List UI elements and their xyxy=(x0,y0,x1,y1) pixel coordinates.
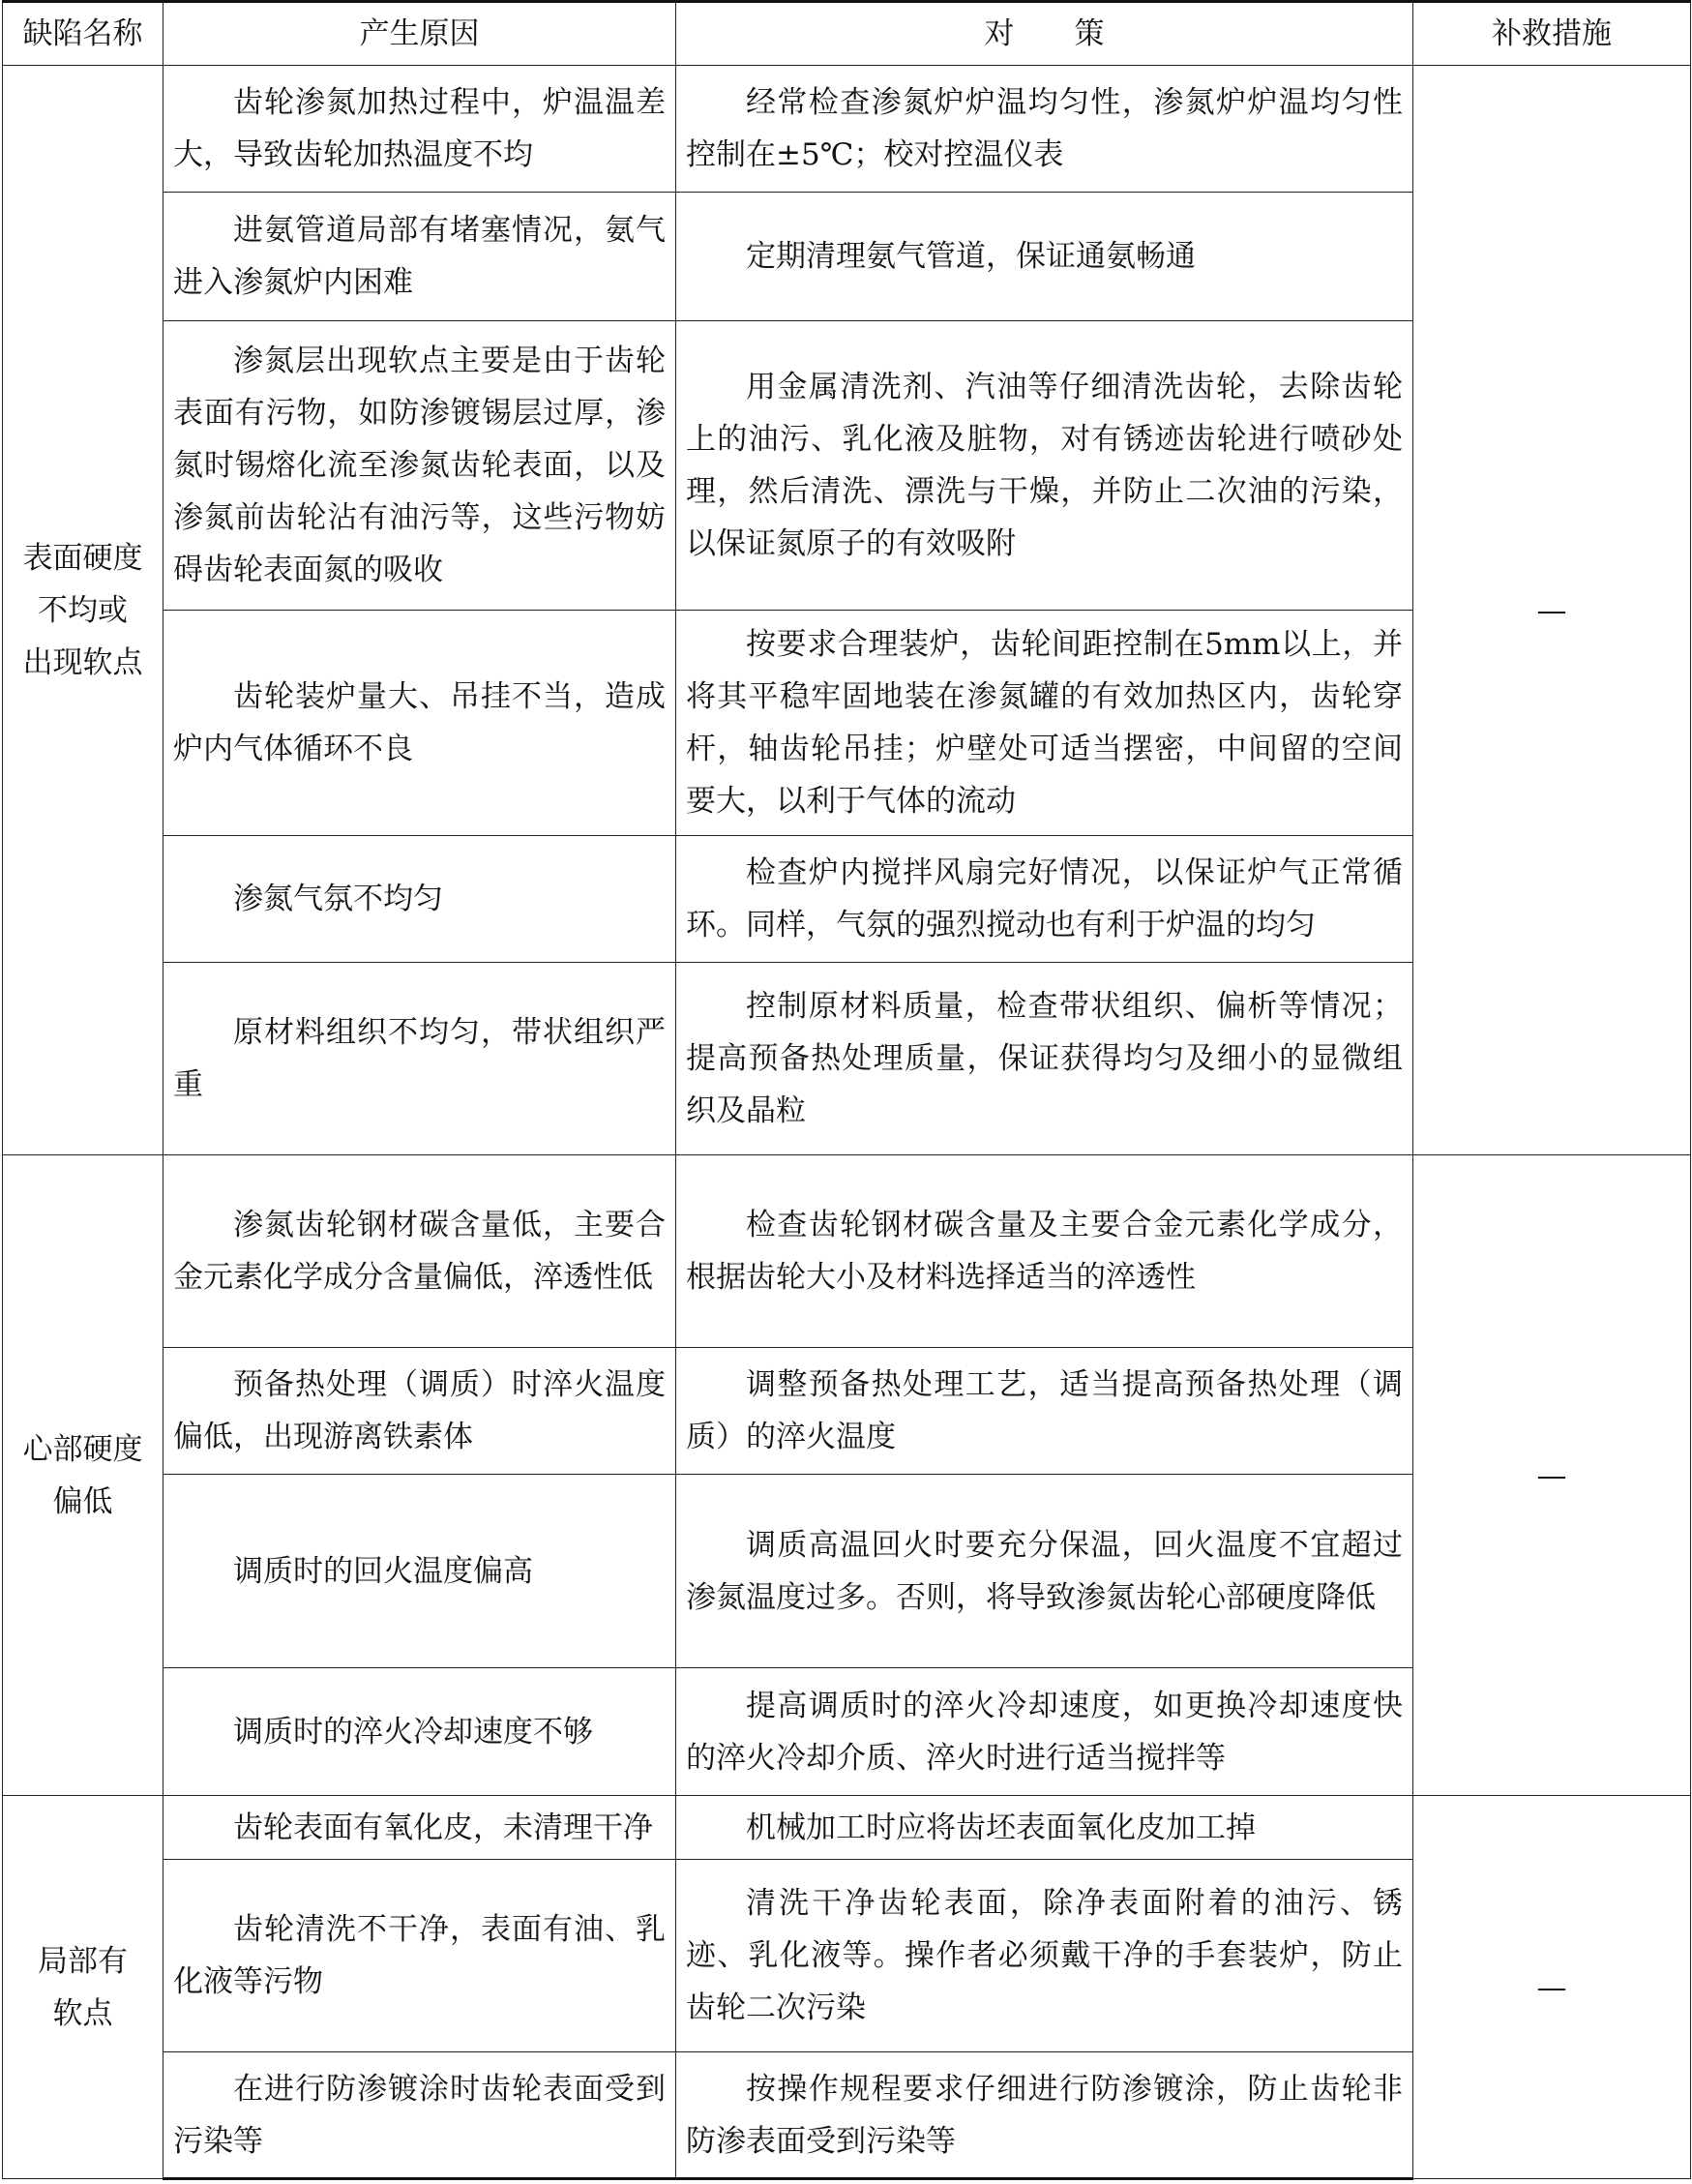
cause-cell: 调质时的淬火冷却速度不够 xyxy=(163,1668,676,1796)
table-row xyxy=(3,1796,1691,1860)
cause-cell: 齿轮表面有氧化皮，未清理干净 xyxy=(163,1796,676,1860)
defect-table xyxy=(2,0,1691,2180)
header-cause: 产生原因 xyxy=(163,2,676,66)
defect-name-line: 心部硬度 xyxy=(22,1431,143,1467)
cause-cell: 齿轮装炉量大、吊挂不当，造成炉内气体循环不良 xyxy=(163,611,676,836)
defect-name-line: 表面硬度 xyxy=(22,540,143,576)
defect-name-cell xyxy=(3,1155,163,1796)
measure-cell: 机械加工时应将齿坯表面氧化皮加工掉 xyxy=(676,1796,1413,1860)
cause-cell: 齿轮清洗不干净，表面有油、乳化液等污物 xyxy=(163,1860,676,2052)
header-measure xyxy=(676,2,1413,66)
remedy-cell: — xyxy=(1413,1796,1691,2179)
measure-cell: 调整预备热处理工艺，适当提高预备热处理（调质）的淬火温度 xyxy=(676,1348,1413,1475)
defect-name-cell xyxy=(3,1796,163,2179)
cause-cell: 进氨管道局部有堵塞情况，氨气进入渗氮炉内困难 xyxy=(163,193,676,321)
cause-cell: 渗氮层出现软点主要是由于齿轮表面有污物，如防渗镀锡层过厚，渗氮时锡熔化流至渗氮齿轮表面，以及渗氮前齿轮沾有油污等，这些污物妨碍齿轮表面氮的吸收 xyxy=(163,321,676,611)
header-row xyxy=(3,2,1691,66)
measure-cell: 用金属清洗剂、汽油等仔细清洗齿轮，去除齿轮上的油污、乳化液及脏物，对有锈迹齿轮进行喷砂处理，然后清洗、漂洗与干燥，并防止二次油的污染，以保证氮原子的有效吸附 xyxy=(676,321,1413,611)
measure-cell: 按要求合理装炉，齿轮间距控制在5mm以上，并将其平稳牢固地装在渗氮罐的有效加热区内，齿轮穿杆，轴齿轮吊挂；炉壁处可适当摆密，中间留的空间要大，以利于气体的流动 xyxy=(676,611,1413,836)
header-measure-label: 对策 xyxy=(984,16,1165,51)
table-header xyxy=(3,2,1691,66)
remedy-cell: — xyxy=(1413,1155,1691,1796)
defect-name-line: 软点 xyxy=(52,1995,113,2031)
cause-cell: 调质时的回火温度偏高 xyxy=(163,1475,676,1668)
measure-cell: 提高调质时的淬火冷却速度，如更换冷却速度快的淬火冷却介质、淬火时进行适当搅拌等 xyxy=(676,1668,1413,1796)
table-body xyxy=(3,66,1691,2179)
cause-cell: 原材料组织不均匀，带状组织严重 xyxy=(163,963,676,1155)
cause-cell: 在进行防渗镀涂时齿轮表面受到污染等 xyxy=(163,2052,676,2179)
measure-cell: 经常检查渗氮炉炉温均匀性，渗氮炉炉温均匀性控制在±5℃；校对控温仪表 xyxy=(676,66,1413,193)
cause-cell: 齿轮渗氮加热过程中，炉温温差大，导致齿轮加热温度不均 xyxy=(163,66,676,193)
measure-cell: 检查齿轮钢材碳含量及主要合金元素化学成分，根据齿轮大小及材料选择适当的淬透性 xyxy=(676,1155,1413,1348)
cause-cell: 预备热处理（调质）时淬火温度偏低，出现游离铁素体 xyxy=(163,1348,676,1475)
measure-cell: 按操作规程要求仔细进行防渗镀涂，防止齿轮非防渗表面受到污染等 xyxy=(676,2052,1413,2179)
defect-name-line: 不均或 xyxy=(38,592,128,628)
measure-cell: 检查炉内搅拌风扇完好情况，以保证炉气正常循环。同样，气氛的强烈搅动也有利于炉温的均匀 xyxy=(676,836,1413,963)
remedy-cell: — xyxy=(1413,66,1691,1155)
defect-name-line: 局部有 xyxy=(38,1943,128,1979)
cause-cell: 渗氮气氛不均匀 xyxy=(163,836,676,963)
defect-name-line: 偏低 xyxy=(52,1483,113,1519)
measure-cell: 清洗干净齿轮表面，除净表面附着的油污、锈迹、乳化液等。操作者必须戴干净的手套装炉，防止齿轮二次污染 xyxy=(676,1860,1413,2052)
cause-cell: 渗氮齿轮钢材碳含量低，主要合金元素化学成分含量偏低，淬透性低 xyxy=(163,1155,676,1348)
measure-cell: 调质高温回火时要充分保温，回火温度不宜超过渗氮温度过多。否则，将导致渗氮齿轮心部硬度降低 xyxy=(676,1475,1413,1668)
measure-cell: 定期清理氨气管道，保证通氨畅通 xyxy=(676,193,1413,321)
header-remedy: 补救措施 xyxy=(1413,2,1691,66)
defect-name-cell xyxy=(3,66,163,1155)
table-row xyxy=(3,66,1691,193)
measure-cell: 控制原材料质量，检查带状组织、偏析等情况；提高预备热处理质量，保证获得均匀及细小的显微组织及晶粒 xyxy=(676,963,1413,1155)
header-defect-name: 缺陷名称 xyxy=(3,2,163,66)
defect-name-line: 出现软点 xyxy=(22,644,143,680)
table-row xyxy=(3,1155,1691,1348)
